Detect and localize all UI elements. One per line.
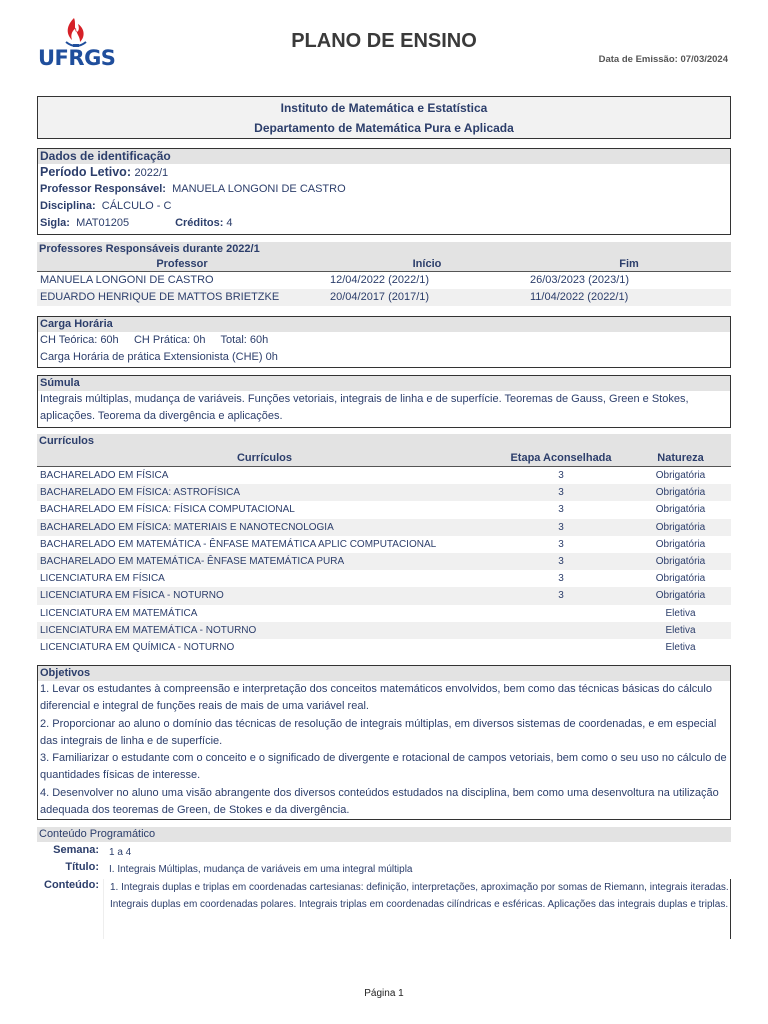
content-row <box>37 879 731 939</box>
table-cell: 11/04/2022 (2022/1) <box>527 289 731 306</box>
table-cell: LICENCIATURA EM MATEMÁTICA <box>40 607 198 619</box>
workload-section <box>37 316 731 368</box>
table-cell: LICENCIATURA EM MATEMÁTICA - NOTURNO <box>37 622 492 639</box>
emission-value: 07/03/2024 <box>680 54 728 65</box>
table-cell: BACHARELADO EM FÍSICA: ASTROFÍSICA <box>37 484 492 501</box>
professor-row <box>38 181 730 198</box>
objective-item: 1. Levar os estudantes à compreensão e interpretação dos conceitos matemáticos envolvidos, bem como das técnicas básicas do cálculo diferencial e integral de funções reais de mais de uma variável real. <box>40 683 712 713</box>
page-title: PLANO DE ENSINO <box>291 30 477 52</box>
table-cell: 3 <box>558 504 564 516</box>
institute-name: Instituto de Matemática e Estatística <box>280 101 488 115</box>
content-value: 1. Integrais duplas e triplas em coordenadas cartesianas: definição, interpretações, aproximação por somas de Riemann, integrais iteradas. Integrais duplas em coordenadas polares. Integrais triplas em coordenadas cilíndricas e esféricas. Aplicações das integrais duplas e triplas. <box>103 879 731 939</box>
period-value: 2022/1 <box>134 167 169 179</box>
program-section <box>37 827 731 939</box>
code-row <box>38 215 730 232</box>
period-label: Período Letivo: <box>40 165 131 179</box>
professor-label: Professor Responsável: <box>40 183 166 195</box>
table-cell: Obrigatória <box>655 538 706 550</box>
table-cell: BACHARELADO EM MATEMÁTICA- ÊNFASE MATEMÁTICA PURA <box>37 553 492 570</box>
table-cell: 3 <box>558 538 564 550</box>
week-label: Semana: <box>53 844 99 856</box>
table-cell: 12/04/2022 (2022/1) <box>330 274 430 286</box>
topic-label: Título: <box>65 861 99 874</box>
topic-value: I. Integrais Múltiplas, mudança de variáveis em uma integral múltipla <box>109 864 413 876</box>
header-nature: Natureza <box>630 449 731 467</box>
period-row <box>38 164 730 181</box>
table-cell: BACHARELADO EM FÍSICA: MATERIAIS E NANOTECNOLOGIA <box>37 519 492 536</box>
workload-extension: Carga Horária de prática Extensionista (CHE) 0h <box>40 351 278 363</box>
table-cell: Obrigatória <box>655 573 706 585</box>
table-cell: Obrigatória <box>630 553 731 570</box>
table-cell: LICENCIATURA EM QUÍMICA - NOTURNO <box>40 641 235 653</box>
table-cell: 3 <box>492 484 630 501</box>
header-end: Fim <box>527 257 731 272</box>
objective-item: 3. Familiarizar o estudante com o conceito e o significado de divergente e rotacional de campos vetoriais, bem como o seu uso no cálculo de quantidades físicas de interesse. <box>40 752 727 782</box>
header-professor: Professor <box>37 257 327 272</box>
table-cell: LICENCIATURA EM FÍSICA - NOTURNO <box>37 587 492 604</box>
department-name: Departamento de Matemática Pura e Aplicada <box>254 121 514 135</box>
table-cell: Obrigatória <box>655 470 706 481</box>
table-cell: Obrigatória <box>630 484 731 501</box>
table-cell: 3 <box>558 573 564 585</box>
table-cell: 3 <box>492 519 630 536</box>
credits-label: Créditos: <box>175 217 224 229</box>
logo-text: UFRGS <box>38 46 116 70</box>
table-cell: EDUARDO HENRIQUE DE MATTOS BRIETZKE <box>37 289 327 306</box>
header-start: Início <box>327 257 527 272</box>
professors-table <box>37 257 731 306</box>
header-curriculum: Currículos <box>37 449 492 467</box>
program-title: Conteúdo Programático <box>37 827 731 842</box>
table-cell: 3 <box>558 470 564 481</box>
table-cell <box>492 622 630 639</box>
table-cell: 20/04/2017 (2017/1) <box>327 289 527 306</box>
table-cell: Obrigatória <box>655 504 706 516</box>
table-cell <box>492 639 630 656</box>
professors-title: Professores Responsáveis durante 2022/1 <box>37 242 731 257</box>
week-row <box>37 844 731 861</box>
summary-title: Súmula <box>38 376 730 391</box>
summary-text: Integrais múltiplas, mudança de variáveis. Funções vetoriais, integrais de linha e de superfície. Teoremas de Gauss, Green e Stokes, aplicações. Teorema da divergência e aplicações. <box>40 393 689 422</box>
professors-section <box>37 242 731 306</box>
institution-box <box>37 96 731 139</box>
table-cell: Eletiva <box>665 607 696 619</box>
code-value: MAT01205 <box>76 217 130 229</box>
table-cell: BACHARELADO EM FÍSICA <box>40 470 169 481</box>
table-cell: Eletiva <box>665 641 696 653</box>
code-label: Sigla: <box>40 217 70 229</box>
topic-row <box>37 861 731 878</box>
table-cell: LICENCIATURA EM FÍSICA <box>40 573 165 585</box>
emission-label: Data de Emissão: <box>598 54 678 65</box>
discipline-label: Disciplina: <box>40 200 96 212</box>
objective-item: 2. Proporcionar ao aluno o domínio das técnicas de resolução de integrais múltiplas, em diversos sistemas de coordenadas, e em especial das integrais de linha e de superfície. <box>40 717 717 747</box>
table-cell: MANUELA LONGONI DE CASTRO <box>40 274 214 286</box>
objective-item: 4. Desenvolver no aluno uma visão abrangente dos diversos conteúdos estudados na disciplina, bem como uma desenvoltura na utilização adequada dos teoremas de Green, de Stokes e da divergência. <box>40 786 719 817</box>
table-cell: 3 <box>492 587 630 604</box>
header-stage: Etapa Aconselhada <box>492 449 630 467</box>
objectives-section <box>37 665 731 820</box>
emission-date <box>599 54 728 65</box>
week-value: 1 a 4 <box>109 847 132 858</box>
workload-hours: CH Teórica: 60h CH Prática: 0h Total: 60h <box>40 334 269 346</box>
discipline-value: CÁLCULO - C <box>101 200 172 212</box>
professor-value: MANUELA LONGONI DE CASTRO <box>172 183 346 195</box>
table-cell: 3 <box>492 553 630 570</box>
content-label: Conteúdo: <box>44 878 99 891</box>
table-cell: 26/03/2023 (2023/1) <box>530 274 630 286</box>
credits-value: 4 <box>226 217 233 229</box>
workload-title: Carga Horária <box>38 317 730 332</box>
identification-title: Dados de identificação <box>38 149 730 164</box>
curricula-table <box>37 449 731 656</box>
table-cell <box>492 605 630 622</box>
table-cell: Obrigatória <box>630 519 731 536</box>
table-cell: Obrigatória <box>630 587 731 604</box>
table-cell: Eletiva <box>630 622 731 639</box>
summary-section <box>37 375 731 428</box>
objectives-title: Objetivos <box>38 666 730 681</box>
curricula-section <box>37 434 731 656</box>
discipline-row <box>38 198 730 215</box>
page-number: Página 1 <box>364 988 404 999</box>
identification-section <box>37 148 731 235</box>
curricula-title: Currículos <box>37 434 731 449</box>
table-cell: BACHARELADO EM FÍSICA: FÍSICA COMPUTACIONAL <box>40 504 295 516</box>
table-cell: BACHARELADO EM MATEMÁTICA - ÊNFASE MATEMÁTICA APLIC COMPUTACIONAL <box>40 538 437 550</box>
